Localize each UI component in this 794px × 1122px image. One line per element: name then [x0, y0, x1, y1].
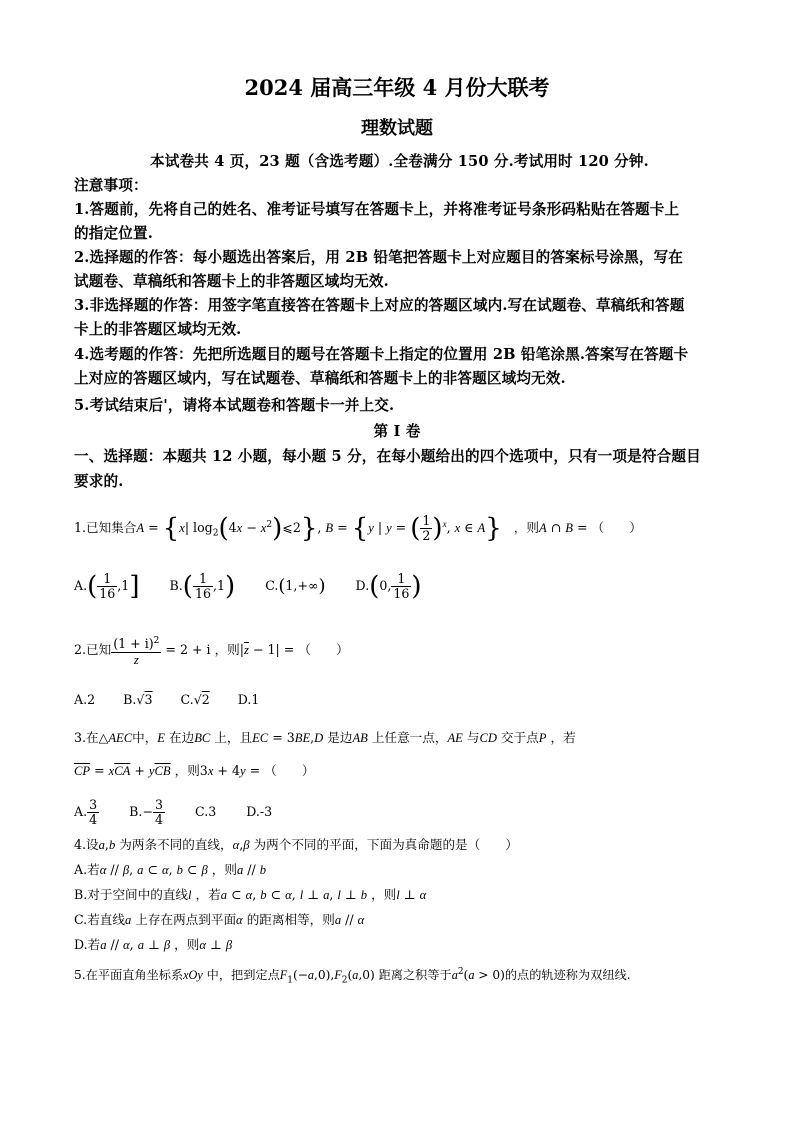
question-5: 5.在平面直角坐标系xOy 中，把到定点$F_1(-a,0),F_2(a,0)$ 距离之积等于$a^2(a > 0)$的点的轨迹称为双纽线. [74, 966, 631, 986]
q3-text: 上，且 [214, 730, 253, 745]
q3-text: 交于点 [500, 730, 539, 745]
q2-paren: （ ） [298, 642, 349, 657]
notice-line: 的指定位置. [74, 225, 153, 242]
question-3: 3.在△AEC中，E 在边BC 上，且EC = 3BE,D 是边AB 上任意一点，AE 与CD 交于点P ，若 [74, 730, 576, 745]
q4-text: 4.设 [74, 837, 99, 852]
q3-text: ，若 [550, 730, 576, 745]
q5-text: 的点的轨迹称为双纽线. [504, 968, 631, 982]
q1-prefix: 1.已知集合 [74, 520, 137, 536]
question-1: 1.已知集合A = {x| $\log_2(4x$ − $x^2)⩽2$}, B = {y | y = ( $\frac{1}{2}$ )$^x$, x ∈ A} ，则A ∩ B = （ ） [74, 513, 642, 544]
q3-options: A. $\frac{3}{4}$ B.− $\frac{3}{4}$ C.3 D.-3 [74, 797, 273, 827]
q4-option-b: B.对于空间中的直线l ，若a ⊂ α, b ⊂ α, l ⊥ a, l ⊥ b ，则l ⊥ α [74, 887, 427, 902]
q4-text: B.对于空间中的直线 [74, 887, 189, 902]
q3-paren: （ ） [264, 763, 315, 778]
q2-option-a: A.2 [74, 692, 96, 707]
notice-line: 3.非选择题的作答：用签字笔直接答在答题卡上对应的答题区域内.写在试题卷、草稿纸和答题 [74, 297, 685, 314]
q3-prefix: 3.在 [74, 730, 99, 745]
notice-heading: 注意事项： [74, 177, 148, 194]
q5-text: 中，把到定点 [206, 968, 280, 982]
section-intro: 要求的. [74, 473, 124, 490]
q1-paren: （ ） [591, 520, 642, 536]
q4-text: 上存在两点到平面 [135, 912, 237, 927]
q4-text: ，则 [211, 862, 237, 877]
q4-text: 为两条不同的直线， [119, 837, 233, 852]
q4-text: A.若 [74, 862, 100, 877]
q4-option-a: A.若α // β, a ⊂ α, b ⊂ β ，则a // b [74, 862, 267, 877]
notice-line: 2.选择题的作答：每小题选出答案后，用 2B 铅笔把答题卡上对应题目的答案标号涂黑，写在 [74, 249, 684, 266]
q3-option-a: A. [74, 804, 88, 819]
q1-option-b: B. [169, 578, 183, 593]
question-2: 2.已知 $\frac{(1 + i)^2}{z}$ = 2 + i ，则$|\overline{z} - 1|$ = （ ） [74, 636, 349, 667]
q4-text: ，则 [174, 937, 200, 952]
notice-line: 1.答题前，先将自己的姓名、准考证号填写在答题卡上，并将准考证号条形码粘贴在答题卡上 [74, 201, 680, 218]
q4-option-d: D.若a // α, a ⊥ β ，则α ⊥ β [74, 937, 233, 952]
q4-text: D.若 [74, 937, 101, 952]
q4-text: ，若 [195, 887, 221, 902]
q2-options: A.2 B.√3 C.√2 D.1 [74, 692, 260, 707]
notice-line: 卡上的非答题区域均无效. [74, 321, 242, 338]
q3-ask: ，则 [174, 763, 200, 778]
q4-text: ，则 [371, 887, 397, 902]
exam-title: 2024 届高三年级 4 月份大联考 [244, 75, 550, 100]
q3-text: 是边 [327, 730, 353, 745]
q3-text: 上任意一点， [371, 730, 448, 745]
notice-line: 试题卷、草稿纸和答题卡上的非答题区域均无效. [74, 273, 389, 290]
q3-text: 与 [466, 730, 480, 745]
q4-text: 的距离相等，则 [246, 912, 335, 927]
section-intro: 一、选择题：本题共 12 小题，每小题 5 分，在每小题给出的四个选项中，只有一项是符合题目 [74, 448, 701, 465]
q3-text: 中， [132, 730, 158, 745]
q2-ask: ，则 [214, 642, 240, 657]
q2-prefix: 2.已知 [74, 642, 112, 657]
q1-ask: ，则 [513, 520, 539, 536]
q1-option-a: A. [74, 578, 88, 593]
q1-option-c: C. [265, 578, 279, 593]
q4-option-c: C.若直线a 上存在两点到平面α 的距离相等，则a // α [74, 912, 365, 927]
q1-options: A.( $\frac{1}{16}$ ,1] B.( $\frac{1}{16}$ ,1) C.(1,+∞) D.(0, $\frac{1}{16}$ ) [74, 571, 422, 602]
notice-line: 5.考试结束后'，请将本试题卷和答题卡一并上交. [74, 397, 395, 414]
exam-subject: 理数试题 [361, 118, 433, 139]
q4-text: C.若直线 [74, 912, 125, 927]
q5-text: 距离之积等于 [378, 968, 452, 982]
exam-info: 本试卷共 4 页，23 题（含选考题）.全卷满分 150 分.考试用时 120 分钟. [150, 153, 649, 170]
q2-option-b: B. [123, 692, 137, 707]
q2-option-d: D.1 [237, 692, 260, 707]
q3-text: 在边 [169, 730, 195, 745]
q4-text: 为两个不同的平面，下面为真命题的是（ ） [253, 837, 518, 852]
q3-vector-line: $\overline{CP} = x\overline{CA} + y\overline{CB}$ ，则3x + 4y = （ ） [74, 763, 315, 778]
question-4: 4.设a,b 为两条不同的直线，α,β 为两个不同的平面，下面为真命题的是（ ） [74, 837, 518, 852]
q3-option-b: B. [129, 804, 143, 819]
q3-option-c: C.3 [195, 804, 217, 819]
q2-option-c: C. [180, 692, 194, 707]
section-heading: 第 I 卷 [373, 423, 421, 440]
q3-option-d: D.-3 [246, 804, 273, 819]
notice-line: 上对应的答题区域内，写在试题卷、草稿纸和答题卡上的非答题区域均无效. [74, 370, 566, 387]
q1-option-d: D. [355, 578, 370, 593]
q5-text: 5.在平面直角坐标系 [74, 968, 184, 982]
notice-line: 4.选考题的作答：先把所选题目的题号在答题卡上指定的位置用 2B 铅笔涂黑.答案写在答题卡 [74, 346, 689, 363]
